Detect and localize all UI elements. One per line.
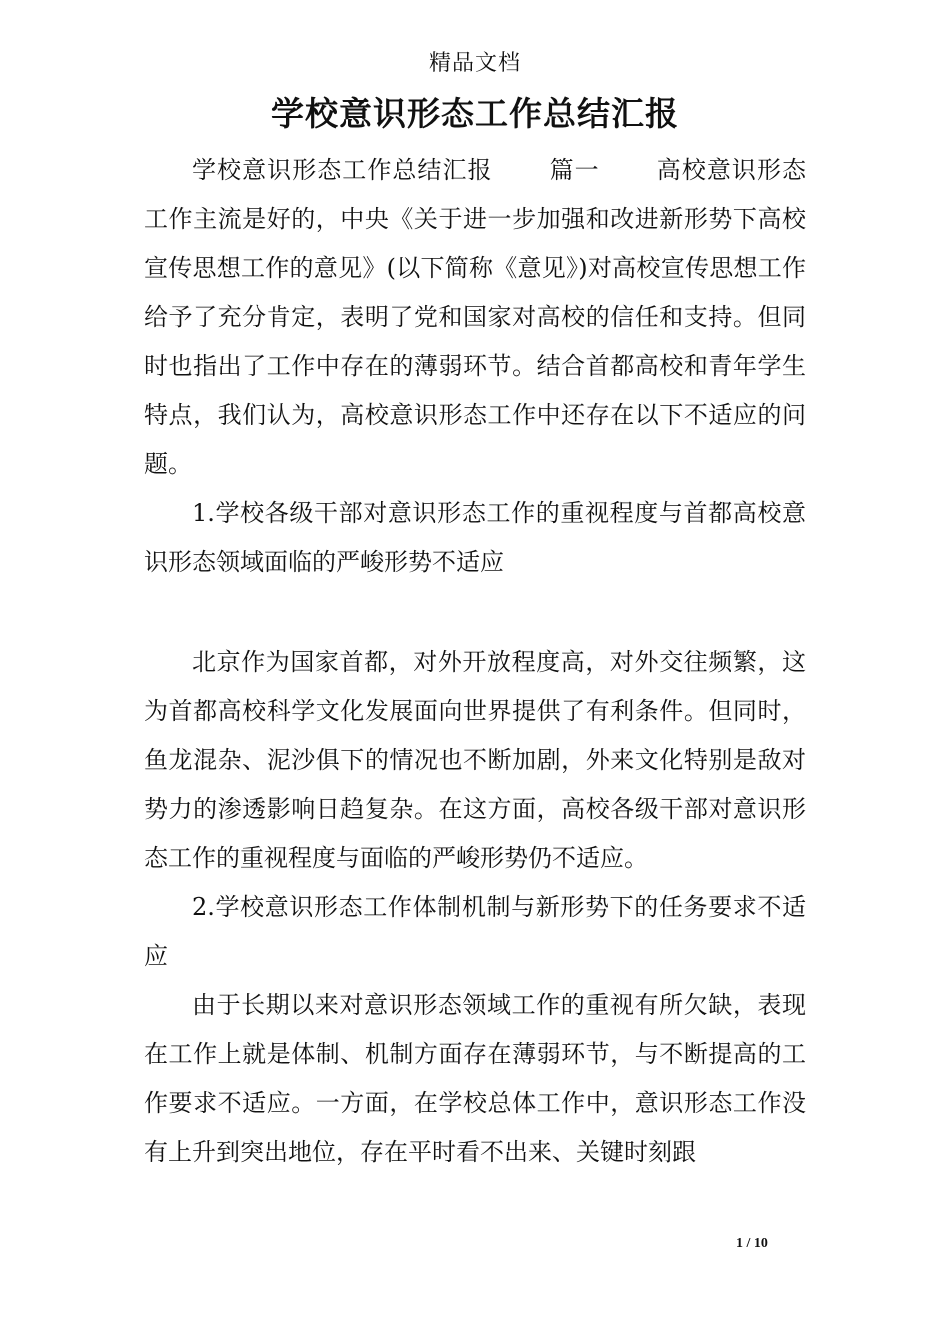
paragraph-gap bbox=[144, 587, 806, 638]
page-number: 1 / 10 bbox=[736, 1236, 768, 1251]
point-2-heading: 2.学校意识形态工作体制机制与新形势下的任务要求不适应 bbox=[144, 893, 806, 970]
point-1-heading: 1.学校各级干部对意识形态工作的重视程度与首都高校意识形态领域面临的严峻形势不适应 bbox=[144, 499, 806, 576]
intro-lead: 学校意识形态工作总结汇报 bbox=[192, 156, 493, 184]
intro-text: 高校意识形态工作主流是好的，中央《关于进一步加强和改进新形势下高校宣传思想工作的意见》(以下简称《意见》)对高校宣传思想工作给予了充分肯定，表明了党和国家对高校的信任和支持。但同时也指出了工作中存在的薄弱环节。结合首都高校和青年学生特点，我们认为，高校意识形态工作中还存在以下不适应的问题。 bbox=[144, 156, 807, 478]
page-header: 精品文档 bbox=[428, 51, 521, 76]
point-1-text: 北京作为国家首都，对外开放程度高，对外交往频繁，这为首都高校科学文化发展面向世界提供了有利条件。但同时，鱼龙混杂、泥沙俱下的情况也不断加剧，外来文化特别是敌对势力的渗透影响日趋复杂。在这方面，高校各级干部对意识形态工作的重视程度与面临的严峻形势仍不适应。 bbox=[144, 648, 806, 872]
section-label: 篇一 bbox=[548, 156, 600, 184]
point-2-text: 由于长期以来对意识形态领域工作的重视有所欠缺，表现在工作上就是体制、机制方面存在薄弱环节，与不断提高的工作要求不适应。一方面，在学校总体工作中，意识形态工作没有上升到突出地位，存在平时看不出来、关键时刻跟 bbox=[144, 991, 806, 1166]
document-title: 学校意识形态工作总结汇报 bbox=[271, 94, 679, 133]
document-body bbox=[144, 146, 806, 1177]
intro-paragraph bbox=[144, 146, 806, 489]
